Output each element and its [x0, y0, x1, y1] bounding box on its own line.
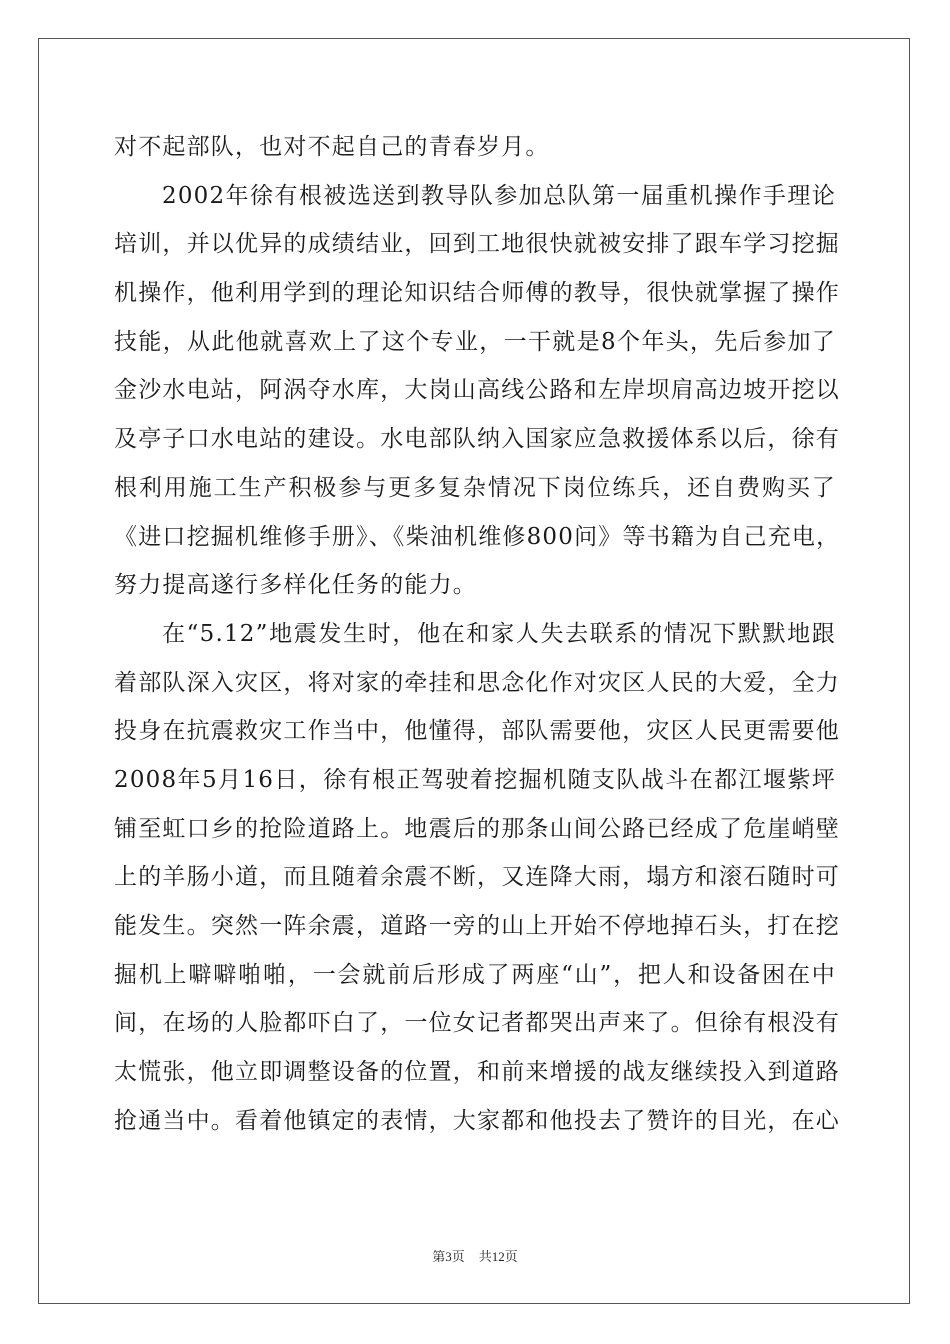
text-line: 抢通当中。看着他镇定的表情，大家都和他投去了赞许的目光，在心: [114, 1107, 840, 1134]
text-line: 努力提高遂行多样化任务的能力。: [114, 572, 477, 599]
text-line: 金沙水电站，阿涡夺水库，大岗山高线公路和左岸坝肩高边坡开挖以: [114, 377, 840, 404]
document-body: [114, 123, 841, 1145]
text-line: 掘机上噼噼啪啪，一会就前后形成了两座“山”，把人和设备困在中: [114, 961, 836, 988]
text-line: 太慌张，他立即调整设备的位置，和前来增援的战友继续投入到道路: [114, 1059, 840, 1086]
text-line: 能发生。突然一阵余震，道路一旁的山上开始不停地掉石头，打在挖: [114, 913, 840, 939]
text-line: 技能，从此他就喜欢上了这个专业，一干就是8个年头，先后参加了: [114, 328, 836, 355]
text-line: 在“5.12”地震发生时，他在和家人失去联系的情况下默默地跟: [162, 620, 836, 647]
text-line: 投身在抗震救灾工作当中，他懂得，部队需要他，灾区人民更需要他: [114, 718, 840, 745]
page-footer: [0, 1246, 950, 1265]
page-number: 第3页: [432, 1249, 465, 1264]
text-line: 2002年徐有根被选送到教导队参加总队第一届重机操作手理论: [162, 182, 836, 209]
text-line: 机操作，他利用学到的理论知识结合师傅的教导，很快就掌握了操作: [114, 280, 840, 307]
text-line: 铺至虹口乡的抢险道路上。地震后的那条山间公路已经成了危崖峭壁: [114, 815, 840, 842]
text-line: 间，在场的人脸都吓白了，一位女记者都哭出声来了。但徐有根没有: [114, 1010, 840, 1037]
text-line: 《进口挖掘机维修手册》、《柴油机维修800问》等书籍为自己充电，: [114, 523, 841, 550]
text-line: 上的羊肠小道，而且随着余震不断，又连降大雨，塌方和滚石随时可: [114, 864, 840, 891]
text-line: 根利用施工生产积极参与更多复杂情况下岗位练兵，还自费购买了: [114, 474, 836, 501]
text-line: 对不起部队，也对不起自己的青春岁月。: [114, 134, 550, 160]
text-line: 及亭子口水电站的建设。水电部队纳入国家应急救援体系以后，徐有: [114, 426, 840, 453]
page-total: 共12页: [478, 1249, 518, 1264]
text-line: 培训，并以优异的成绩结业，回到工地很快就被安排了跟车学习挖掘: [114, 231, 840, 258]
text-line: 着部队深入灾区，将对家的牵挂和思念化作对灾区人民的大爱，全力: [114, 669, 840, 696]
text-line: 2008年5月16日，徐有根正驾驶着挖掘机随支队战斗在都江堰紫坪: [114, 766, 836, 793]
